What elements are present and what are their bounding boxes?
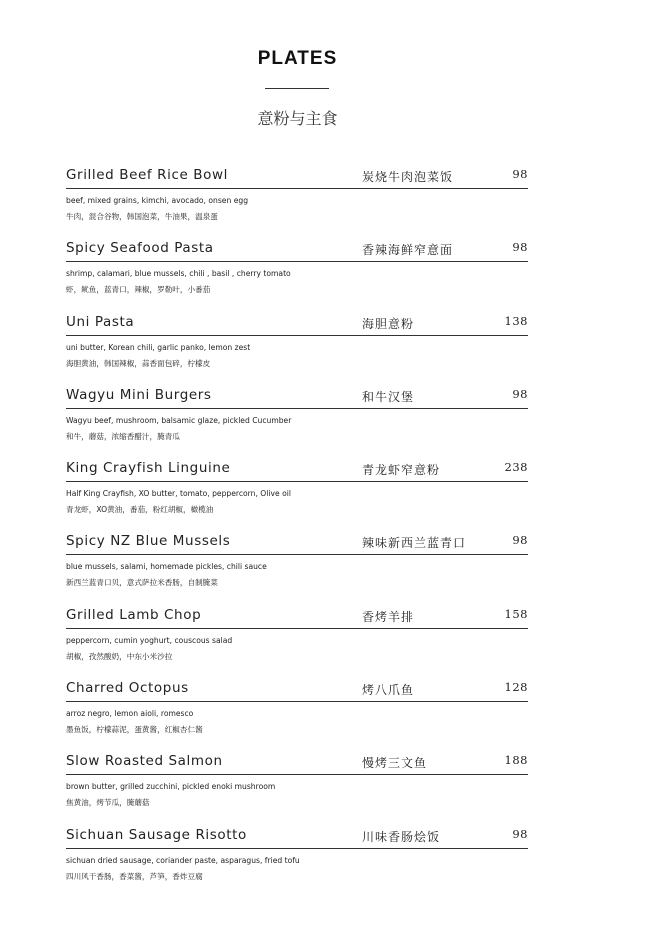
menu-item-name-cn: 烤八爪鱼 <box>362 683 415 698</box>
menu-item-price: 98 <box>512 386 528 401</box>
menu-item <box>66 532 528 605</box>
menu-item-description: arroz negro, lemon aioli, romesco <box>66 709 194 719</box>
menu-item-name: Grilled Lamb Chop <box>66 606 202 623</box>
menu-item <box>66 166 528 239</box>
menu-item-name-cn: 辣味新西兰蓝青口 <box>362 536 467 551</box>
menu-item-price: 188 <box>504 753 528 768</box>
menu-item-header <box>66 459 528 482</box>
page-subtitle: 意粉与主食 <box>257 109 338 128</box>
menu-item-name: Sichuan Sausage Risotto <box>66 826 247 843</box>
menu-item-header <box>66 826 528 849</box>
menu-item-description: beef, mixed grains, kimchi, avocado, onsen egg <box>66 196 249 205</box>
menu-item-name-cn: 青龙虾窄意粉 <box>362 463 441 478</box>
menu-item-name: Grilled Beef Rice Bowl <box>66 167 229 183</box>
menu-item-description-cn: 四川风干香肠，香菜酱，芦笋，香炸豆腐 <box>66 871 203 881</box>
menu-item-description-cn: 和牛，蘑菇，浓缩香醋汁，腌青瓜 <box>66 431 180 441</box>
menu-item-description: sichuan dried sausage, coriander paste, asparagus, fried tofu <box>66 855 300 865</box>
menu-item <box>66 459 528 532</box>
menu-item-price: 138 <box>504 313 528 328</box>
menu-item-name: Uni Pasta <box>66 313 135 330</box>
menu-item-description-cn: 新西兰蓝青口贝，意式萨拉米香肠，自制腌菜 <box>66 578 218 588</box>
menu-item-price: 238 <box>504 460 528 475</box>
menu-item-header <box>66 386 528 409</box>
menu-item-description-cn: 墨鱼饭，柠檬蒜泥，蛋黄酱，红椒杏仁酱 <box>66 725 203 735</box>
menu-list <box>66 166 528 899</box>
menu-item-header <box>66 313 528 336</box>
menu-item-header <box>66 606 528 629</box>
page-title: PLATES <box>257 48 338 69</box>
menu-item-name-cn: 海胆意粉 <box>362 316 415 331</box>
menu-item <box>66 826 528 899</box>
menu-item <box>66 752 528 825</box>
menu-item-price: 98 <box>512 240 528 255</box>
menu-item-name: Wagyu Mini Burgers <box>66 386 212 403</box>
menu-item-name-cn: 慢烤三文鱼 <box>362 756 428 771</box>
menu-item-header <box>66 166 528 189</box>
menu-item-price: 98 <box>512 167 528 181</box>
menu-item-description-cn: 海胆黄油，韩国辣椒，蒜香面包碎，柠檬皮 <box>66 358 211 368</box>
menu-item-header <box>66 532 528 555</box>
title-divider <box>265 88 329 89</box>
menu-item-name-cn: 川味香肠烩饭 <box>362 829 441 844</box>
menu-item-price: 158 <box>504 606 528 621</box>
menu-item-name: Charred Octopus <box>66 680 189 697</box>
menu-item-description: peppercorn, cumin yoghurt, couscous salad <box>66 635 233 645</box>
menu-item-description: Half King Crayfish, XO butter, tomato, peppercorn, Olive oil <box>66 489 291 499</box>
menu-item-name-cn: 炭烧牛肉泡菜饭 <box>362 170 454 184</box>
menu-item <box>66 313 528 386</box>
menu-item-name: Slow Roasted Salmon <box>66 753 223 770</box>
menu-item <box>66 386 528 459</box>
menu-item-price: 128 <box>504 680 528 695</box>
menu-item-name: King Crayfish Linguine <box>66 460 231 477</box>
menu-item-description-cn: 青龙虾，XO黄油，番茄，粉红胡椒，橄榄油 <box>66 505 214 515</box>
menu-item-description: blue mussels, salami, homemade pickles, chili sauce <box>66 562 267 572</box>
menu-item-description-cn: 虾，鱿鱼，蓝青口，辣椒，罗勒叶，小番茄 <box>66 285 211 295</box>
menu-item-description-cn: 焦黄油，烤节瓜，腌蘑菇 <box>66 798 150 808</box>
menu-item-description: Wagyu beef, mushroom, balsamic glaze, pickled Cucumber <box>66 415 292 425</box>
menu-item-header <box>66 752 528 775</box>
menu-item-name-cn: 香烤羊排 <box>362 609 415 624</box>
menu-item-description: brown butter, grilled zucchini, pickled enoki mushroom <box>66 782 276 792</box>
menu-item <box>66 606 528 679</box>
menu-item <box>66 679 528 752</box>
menu-item-name: Spicy Seafood Pasta <box>66 240 214 257</box>
menu-item-description: shrimp, calamari, blue mussels, chili , basil , cherry tomato <box>66 269 291 279</box>
menu-item-description-cn: 牛肉，混合谷物，韩国泡菜，牛油果，温泉蛋 <box>66 212 218 221</box>
menu-item-header <box>66 239 528 262</box>
menu-item-price: 98 <box>512 533 528 548</box>
menu-item-description-cn: 胡椒，孜然酸奶，中东小米沙拉 <box>66 651 173 661</box>
menu-item-price: 98 <box>512 826 528 841</box>
menu-item-name-cn: 和牛汉堡 <box>362 389 415 404</box>
menu-item-name-cn: 香辣海鲜窄意面 <box>362 243 454 258</box>
menu-item-description: uni butter, Korean chili, garlic panko, lemon zest <box>66 342 251 352</box>
menu-item <box>66 239 528 312</box>
menu-item-name: Spicy NZ Blue Mussels <box>66 533 231 550</box>
menu-item-header <box>66 679 528 702</box>
